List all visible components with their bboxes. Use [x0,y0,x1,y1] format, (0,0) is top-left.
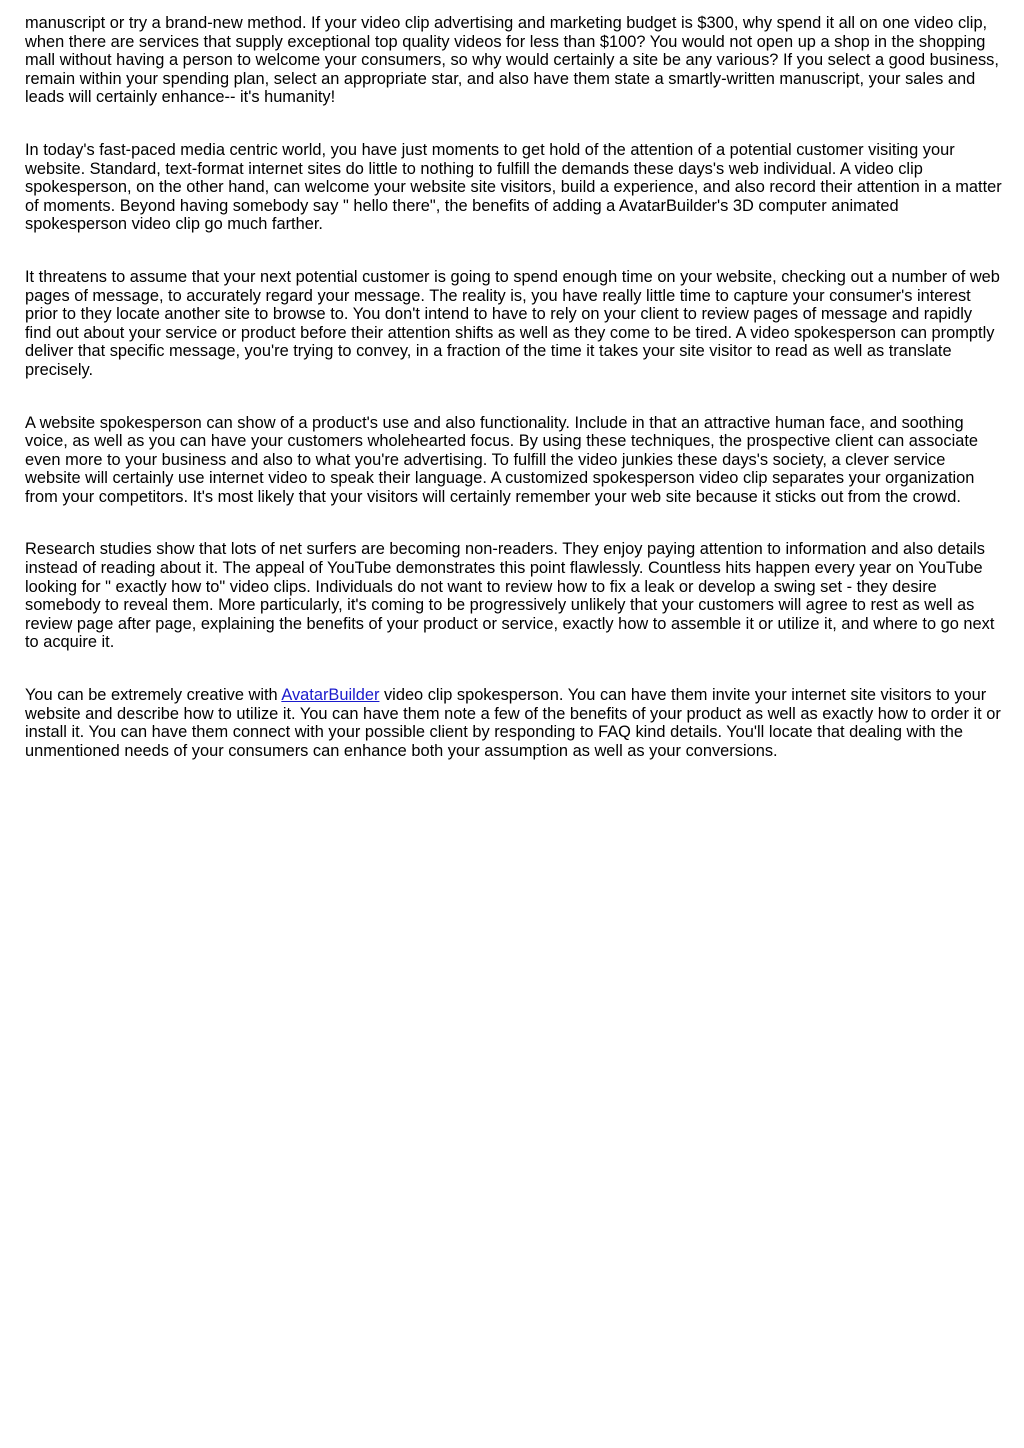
paragraph-5: Research studies show that lots of net surfers are becoming non-readers. They enjoy paying attention to information and also details instead of reading about it. The appeal of YouTube demonstrates this point flawlessly. Countless hits happen every year on YouTube looking for " exactly how to" video clips. Individuals do not want to review how to fix a leak or develop a swing set - they desire somebody to reveal them. More particularly, it's coming to be progressively unlikely that your customers will agree to rest as well as review page after page, explaining the benefits of your product or service, exactly how to assemble it or utilize it, and where to go next to acquire it. [25,540,995,652]
avatarbuilder-link[interactable]: AvatarBuilder [281,686,380,705]
paragraph-1: manuscript or try a brand-new method. If your video clip advertising and marketing budget is $300, why spend it all on one video clip, when there are services that supply exceptional top quality videos for less than $100? You would not open up a shop in the shopping mall without having a person to welcome your consumers, so why would certainly a site be any various? If you select a good business, remain within your spending plan, select an appropriate star, and also have them state a smartly-written manuscript, your sales and leads will certainly enhance-- it's humanity! [25,14,999,107]
paragraph-3: It threatens to assume that your next potential customer is going to spend enough time on your website, checking out a number of web pages of message, to accurately regard your message. The reality is, you have really little time to capture your consumer's interest prior to they locate another site to browse to. You don't intend to have to rely on your client to review pages of message and rapidly find out about your service or product before their attention shifts as well as they come to be tired. A video spokesperson can promptly deliver that specific message, you're trying to convey, in a fraction of the time it takes your site visitor to read as well as translate precisely. [25,267,1000,379]
paragraph-6-body-text: video clip spokesperson. You can have them invite your internet site visitors to your website and describe how to utilize it. You can have them note a few of the benefits of your product as well as exactly how to order it or install it. You can have them connect with your possible client by responding to FAQ kind details. You'll locate that dealing with the unmentioned needs of your consumers can enhance both your assumption as well as your conversions. [25,686,1001,760]
paragraph-2: In today's fast-paced media centric world, you have just moments to get hold of the attention of a potential customer visiting your website. Standard, text-format internet sites do little to nothing to fulfill the demands these days's web individual. A video clip spokesperson, on the other hand, can welcome your website site visitors, build a experience, and also record their attention in a matter of moments. Beyond having somebody say " hello there", the benefits of adding a AvatarBuilder's 3D computer animated spokesperson video clip go much farther. [25,140,1002,234]
paragraph-6-intro-text: You can be extremely creative with [25,686,282,705]
paragraph-6 [25,686,1003,760]
paragraph-4: A website spokesperson can show of a product's use and also functionality. Include in that an attractive human face, and soothing voice, as well as you can have your customers wholehearted focus. By using these techniques, the prospective client can associate even more to your business and also to what you're advertising. To fulfill the video junkies these days's society, a clever service website will certainly use internet video to speak their language. A customized spokesperson video clip separates your organization from your competitors. It's most likely that your visitors will certainly remember your web site because it sticks out from the crowd. [25,413,979,506]
document-page [25,14,1003,794]
